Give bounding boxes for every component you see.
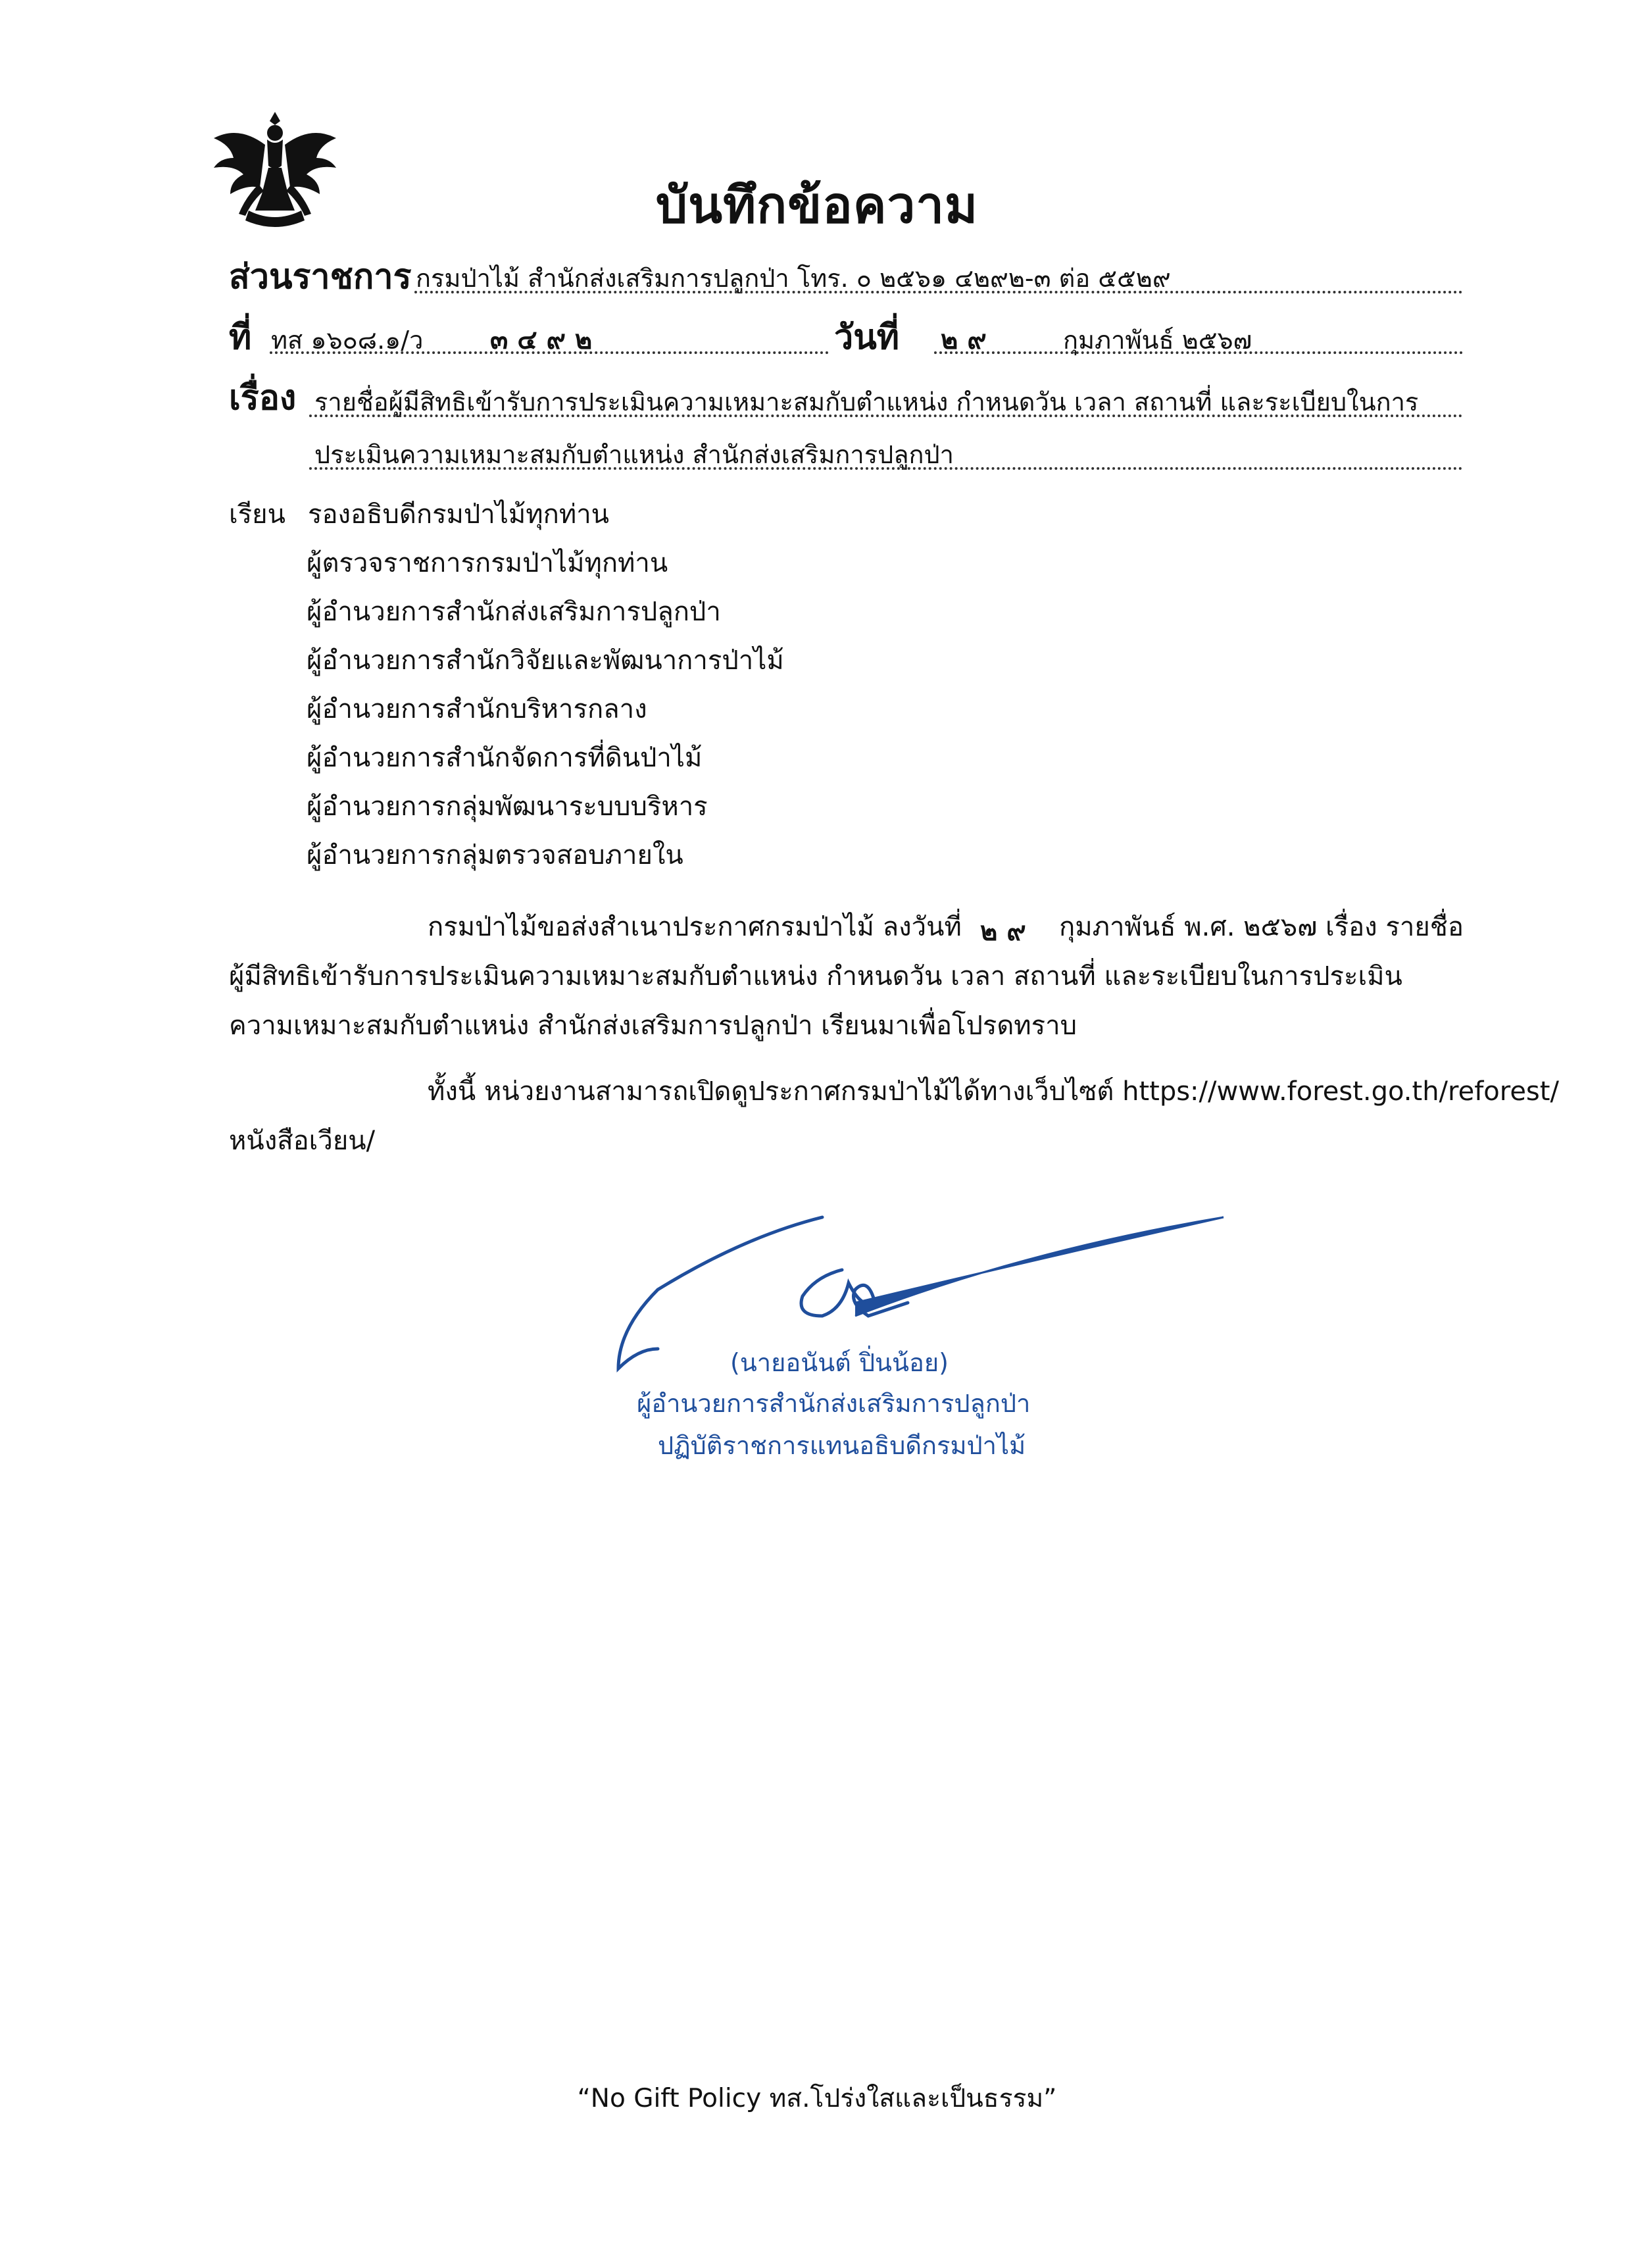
addressee-item: ผู้อำนวยการกลุ่มพัฒนาระบบบริหาร (307, 792, 708, 822)
addressee-item: ผู้อำนวยการสำนักบริหารกลาง (307, 694, 647, 724)
number-dotted-line (270, 351, 829, 354)
number-label: ที่ (229, 318, 252, 357)
agency-dotted-line (414, 291, 1463, 293)
body-p1-handwritten-day: ๒๙ (980, 916, 1035, 947)
date-day: ๒๙ (941, 324, 996, 355)
body-p1-line3: ความเหมาะสมกับตำแหน่ง สำนักส่งเสริมการปลูกป่า เรียนมาเพื่อโปรดทราบ (229, 1011, 1077, 1041)
date-dotted-line (934, 351, 1463, 354)
date-month-year: กุมภาพันธ์ ๒๕๖๗ (1063, 326, 1252, 355)
body-p1-line1-b: กุมภาพันธ์ พ.ศ. ๒๕๖๗ เรื่อง รายชื่อ (1059, 912, 1464, 942)
signature-name: (นายอนันต์ ปิ่นน้อย) (730, 1348, 949, 1377)
subject-dotted-line-1 (309, 415, 1463, 417)
agency-value: กรมป่าไม้ สำนักส่งเสริมการปลูกป่า โทร. ๐ ๒๕๖๑ ๔๒๙๒-๓ ต่อ ๕๕๒๙ (416, 264, 1171, 293)
addressee-label: เรียน (229, 499, 285, 530)
addressee-item: ผู้อำนวยการสำนักจัดการที่ดินป่าไม้ (307, 743, 703, 773)
body-p1-line2: ผู้มีสิทธิเข้ารับการประเมินความเหมาะสมกับตำแหน่ง กำหนดวัน เวลา สถานที่ และระเบียบในการประเมิน (229, 961, 1402, 992)
addressee-item: ผู้อำนวยการกลุ่มตรวจสอบภายใน (307, 840, 683, 870)
body-p1-line1-a: กรมป่าไม้ขอส่งสำเนาประกาศกรมป่าไม้ ลงวันที่ (428, 912, 962, 942)
footer-policy: “No Gift Policy ทส.โปร่งใสและเป็นธรรม” (577, 2084, 1057, 2113)
addressee-item: ผู้ตรวจราชการกรมป่าไม้ทุกท่าน (307, 548, 668, 578)
agency-label: ส่วนราชการ (229, 257, 412, 297)
number-value: ทส ๑๖๐๘.๑/ว (271, 326, 424, 355)
signature-position-2: ปฏิบัติราชการแทนอธิบดีกรมป่าไม้ (658, 1431, 1026, 1460)
addressee-item: ผู้อำนวยการสำนักวิจัยและพัฒนาการป่าไม้ (307, 645, 784, 676)
memo-title: บันทึกข้อความ (655, 176, 979, 234)
addressee-item: รองอธิบดีกรมป่าไม้ทุกท่าน (308, 499, 610, 530)
subject-line-2: ประเมินความเหมาะสมกับตำแหน่ง สำนักส่งเสริมการปลูกป่า (314, 440, 954, 469)
addressee-item: ผู้อำนวยการสำนักส่งเสริมการปลูกป่า (307, 597, 721, 627)
subject-line-1: รายชื่อผู้มีสิทธิเข้ารับการประเมินความเหมาะสมกับตำแหน่ง กำหนดวัน เวลา สถานที่ และระเบียบในการ (314, 388, 1419, 416)
subject-dotted-line-2 (309, 467, 1463, 470)
signature-position-1: ผู้อำนวยการสำนักส่งเสริมการปลูกป่า (637, 1389, 1031, 1418)
body-p2-line2: หนังสือเวียน/ (229, 1126, 376, 1156)
subject-label: เรื่อง (229, 378, 297, 418)
body-p2-line1: ทั้งนี้ หน่วยงานสามารถเปิดดูประกาศกรมป่าไม้ได้ทางเว็บไซต์ https://www.forest.go.th/reforest/ (428, 1076, 1559, 1107)
number-handwritten: ๓๔๙๒ (490, 324, 602, 355)
date-label: วันที่ (834, 318, 900, 357)
